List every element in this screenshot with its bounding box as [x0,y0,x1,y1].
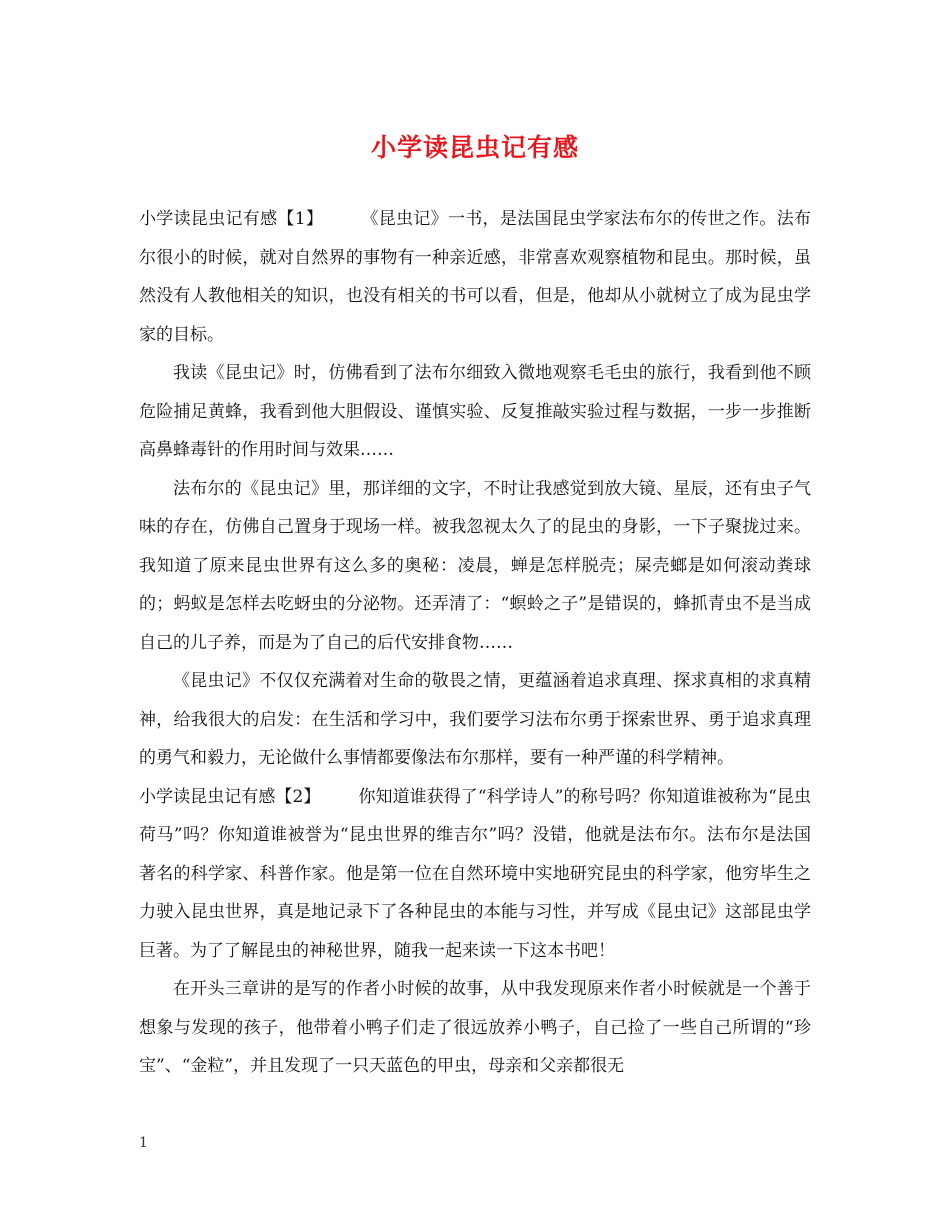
paragraph-1-text: 《昆虫记》一书，是法国昆虫学家法布尔的传世之作。法布尔很小的时候，就对自然界的事物有一种亲近感，非常喜欢观察植物和昆虫。那时候，虽然没有人教他相关的知识，也没有相关的书可以看，但是，他却从小就树立了成为昆虫学家的目标。 [139,209,811,345]
paragraph-4: 《昆虫记》不仅仅充满着对生命的敬畏之情，更蕴涵着追求真理、探求真相的求真精神，给我很大的启发：在生活和学习中，我们要学习法布尔勇于探索世界、勇于追求真理的勇气和毅力，无论做什么事情都要像法布尔那样，要有一种严谨的科学精神。 [139,671,811,768]
paragraph-3: 法布尔的《昆虫记》里，那详细的文字，不时让我感觉到放大镜、星辰，还有虫子气味的存在，仿佛自己置身于现场一样。被我忽视太久了的昆虫的身影，一下子聚拢过来。我知道了原来昆虫世界有这么多的奥秘：凌晨，蝉是怎样脱壳；屎壳螂是如何滚动粪球的；蚂蚁是怎样去吃蚜虫的分泌物。还弄清了：“螟蛉之子”是错误的，蜂抓青虫不是当成自己的儿子养，而是为了自己的后代安排食物…… [139,478,811,653]
paragraph-2: 我读《昆虫记》时，仿佛看到了法布尔细致入微地观察毛毛虫的旅行，我看到他不顾危险捕足黄蜂，我看到他大胆假设、谨慎实验、反复推敲实验过程与数据，一步一步推断高鼻蜂毒针的作用时间与效果…… [139,363,811,460]
page-number: 1 [139,1135,148,1151]
document-body [139,200,811,1086]
paragraph-1 [139,200,811,354]
paragraph-5 [139,778,811,971]
document-title: 小学读昆虫记有感 [370,133,579,162]
section-heading-1: 小学读昆虫记有感【1】 [139,209,324,229]
paragraph-5-text: 你知道谁获得了“科学诗人”的称号吗？你知道谁被称为“昆虫荷马”吗？你知道谁被誉为“昆虫世界的维吉尔”吗？没错，他就是法布尔。法布尔是法国著名的科学家、科普作家。他是第一位在自然环境中实地研究昆虫的科学家，他穷毕生之力驶入昆虫世界，真是地记录下了各种昆虫的本能与习性，并写成《昆虫记》这部昆虫学巨著。为了了解昆虫的神秘世界，随我一起来读一下这本书吧！ [139,786,811,961]
section-heading-2: 小学读昆虫记有感【2】 [139,786,321,807]
paragraph-6: 在开头三章讲的是写的作者小时候的故事，从中我发现原来作者小时候就是一个善于想象与发现的孩子，他带着小鸭子们走了很远放养小鸭子，自己捡了一些自己所谓的“珍宝”、“金粒”，并且发现了一只天蓝色的甲虫，母亲和父亲都很无 [139,979,811,1076]
